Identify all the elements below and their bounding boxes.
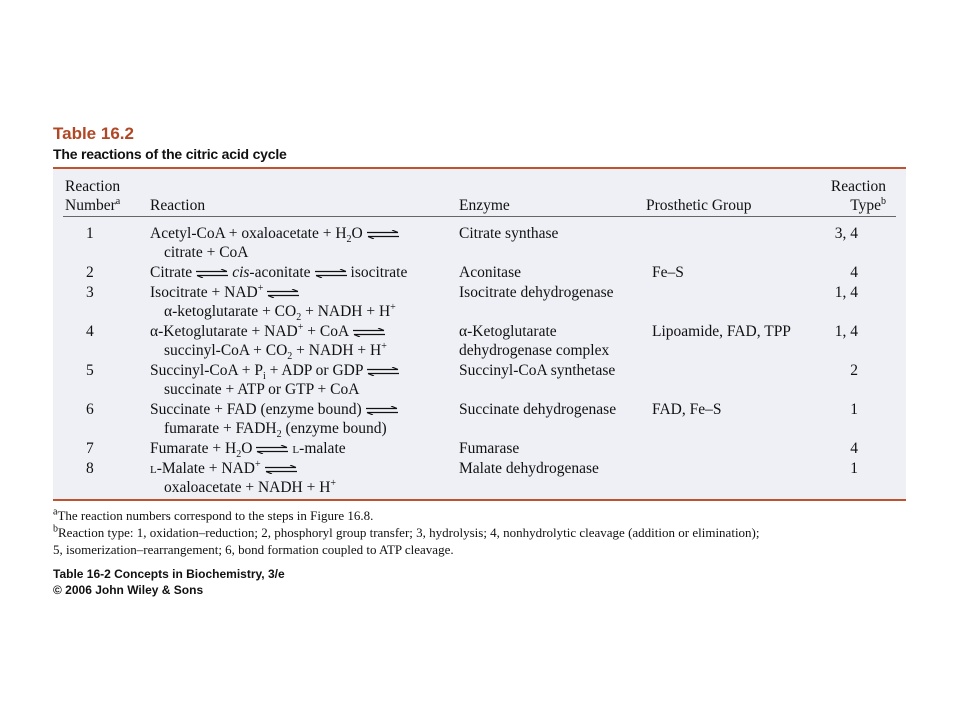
equilibrium-arrow-icon — [267, 289, 299, 298]
table-label: Table 16.2 — [53, 124, 134, 143]
row-6-prosthetic: FAD, Fe–S — [652, 401, 722, 418]
row-6-reaction: Succinate + FAD (enzyme bound) fumarate + $FADH_2$ (enzyme bound) — [150, 400, 402, 438]
row-4-number: 4 — [86, 323, 94, 340]
row-3-type: 1, 4 — [834, 284, 858, 301]
table-title: The reactions of the citric acid cycle — [53, 146, 287, 162]
row-8-enzyme: Malate dehydrogenase — [459, 460, 599, 477]
row-5-number: 5 — [86, 362, 94, 379]
row-2-reaction: Citrate cis-aconitate isocitrate — [150, 264, 408, 281]
equilibrium-arrow-icon — [367, 230, 399, 239]
row-5-reaction: Succinyl-CoA + $P_i$ + ADP or GDP succinate + ATP or GTP + CoA — [150, 361, 403, 399]
row-7-enzyme: Fumarase — [459, 440, 520, 457]
equilibrium-arrow-icon — [367, 367, 399, 376]
header-number: Reaction Number$^a$ — [65, 178, 121, 214]
header-prosthetic: Prosthetic Group — [646, 197, 752, 214]
credit-line-2: © 2006 John Wiley & Sons — [53, 583, 204, 597]
row-8-type: 1 — [850, 460, 858, 477]
row-6-enzyme: Succinate dehydrogenase — [459, 401, 617, 418]
row-1-number: 1 — [86, 225, 94, 242]
header-enzyme: Enzyme — [459, 197, 510, 214]
footnote-b-continued: 5, isomerization–rearrangement; 6, bond formation coupled to ATP cleavage. — [53, 542, 454, 557]
equilibrium-arrow-icon — [265, 465, 297, 474]
equilibrium-arrow-icon — [353, 328, 385, 337]
row-8-reaction: l-Malate + NAD+ oxaloacetate + NADH + H+ — [150, 458, 337, 496]
row-8-number: 8 — [86, 460, 94, 477]
row-2-number: 2 — [86, 264, 94, 281]
row-6-type: 1 — [850, 401, 858, 418]
row-7-number: 7 — [86, 440, 94, 457]
row-4-prosthetic: Lipoamide, FAD, TPP — [652, 323, 791, 340]
row-6-number: 6 — [86, 401, 94, 418]
row-2-type: 4 — [850, 264, 858, 281]
equilibrium-arrow-icon — [315, 269, 347, 278]
header-type: Reaction Type$^b$ — [830, 178, 886, 214]
equilibrium-arrow-icon — [366, 406, 398, 415]
equilibrium-arrow-icon — [196, 269, 228, 278]
row-5-type: 2 — [850, 362, 858, 379]
row-2-prosthetic: Fe–S — [652, 264, 684, 281]
equilibrium-arrow-icon — [256, 445, 288, 454]
credit-line-1: Table 16-2 Concepts in Biochemistry, 3/e — [53, 567, 285, 581]
row-1-enzyme: Citrate synthase — [459, 225, 559, 242]
footnote-b: $^b$Reaction type: 1, oxidation–reduction; 2, phosphoryl group transfer; 3, hydrolysis; 4, nonhydrolytic cleavage (addition or elimination); — [53, 523, 760, 540]
row-5-enzyme: Succinyl-CoA synthetase — [459, 362, 616, 379]
header-rule — [63, 216, 896, 217]
header-reaction: Reaction — [150, 197, 206, 214]
row-2-enzyme: Aconitase — [459, 264, 521, 281]
row-4-enzyme: α-Ketoglutarate dehydrogenase complex — [459, 323, 610, 359]
row-4-type: 1, 4 — [834, 323, 858, 340]
row-7-reaction: Fumarate + $H_2O$ l-malate — [150, 440, 346, 461]
row-3-enzyme: Isocitrate dehydrogenase — [459, 284, 614, 301]
row-3-number: 3 — [86, 284, 94, 301]
row-1-type: 3, 4 — [834, 225, 858, 242]
reactions-table — [53, 167, 906, 501]
row-7-type: 4 — [850, 440, 858, 457]
row-3-reaction: Isocitrate + NAD+ α-ketoglutarate + $CO_2$ + NADH + H+ — [150, 282, 396, 324]
row-1-reaction: Acetyl-CoA + oxaloacetate + $H_2O$ citrate + CoA — [150, 224, 403, 262]
footnote-a: $^a$The reaction numbers correspond to the steps in Figure 16.8. — [53, 506, 374, 523]
row-4-reaction: α-Ketoglutarate + NAD+ + CoA succinyl-CoA + $CO_2$ + NADH + H+ — [150, 321, 387, 363]
